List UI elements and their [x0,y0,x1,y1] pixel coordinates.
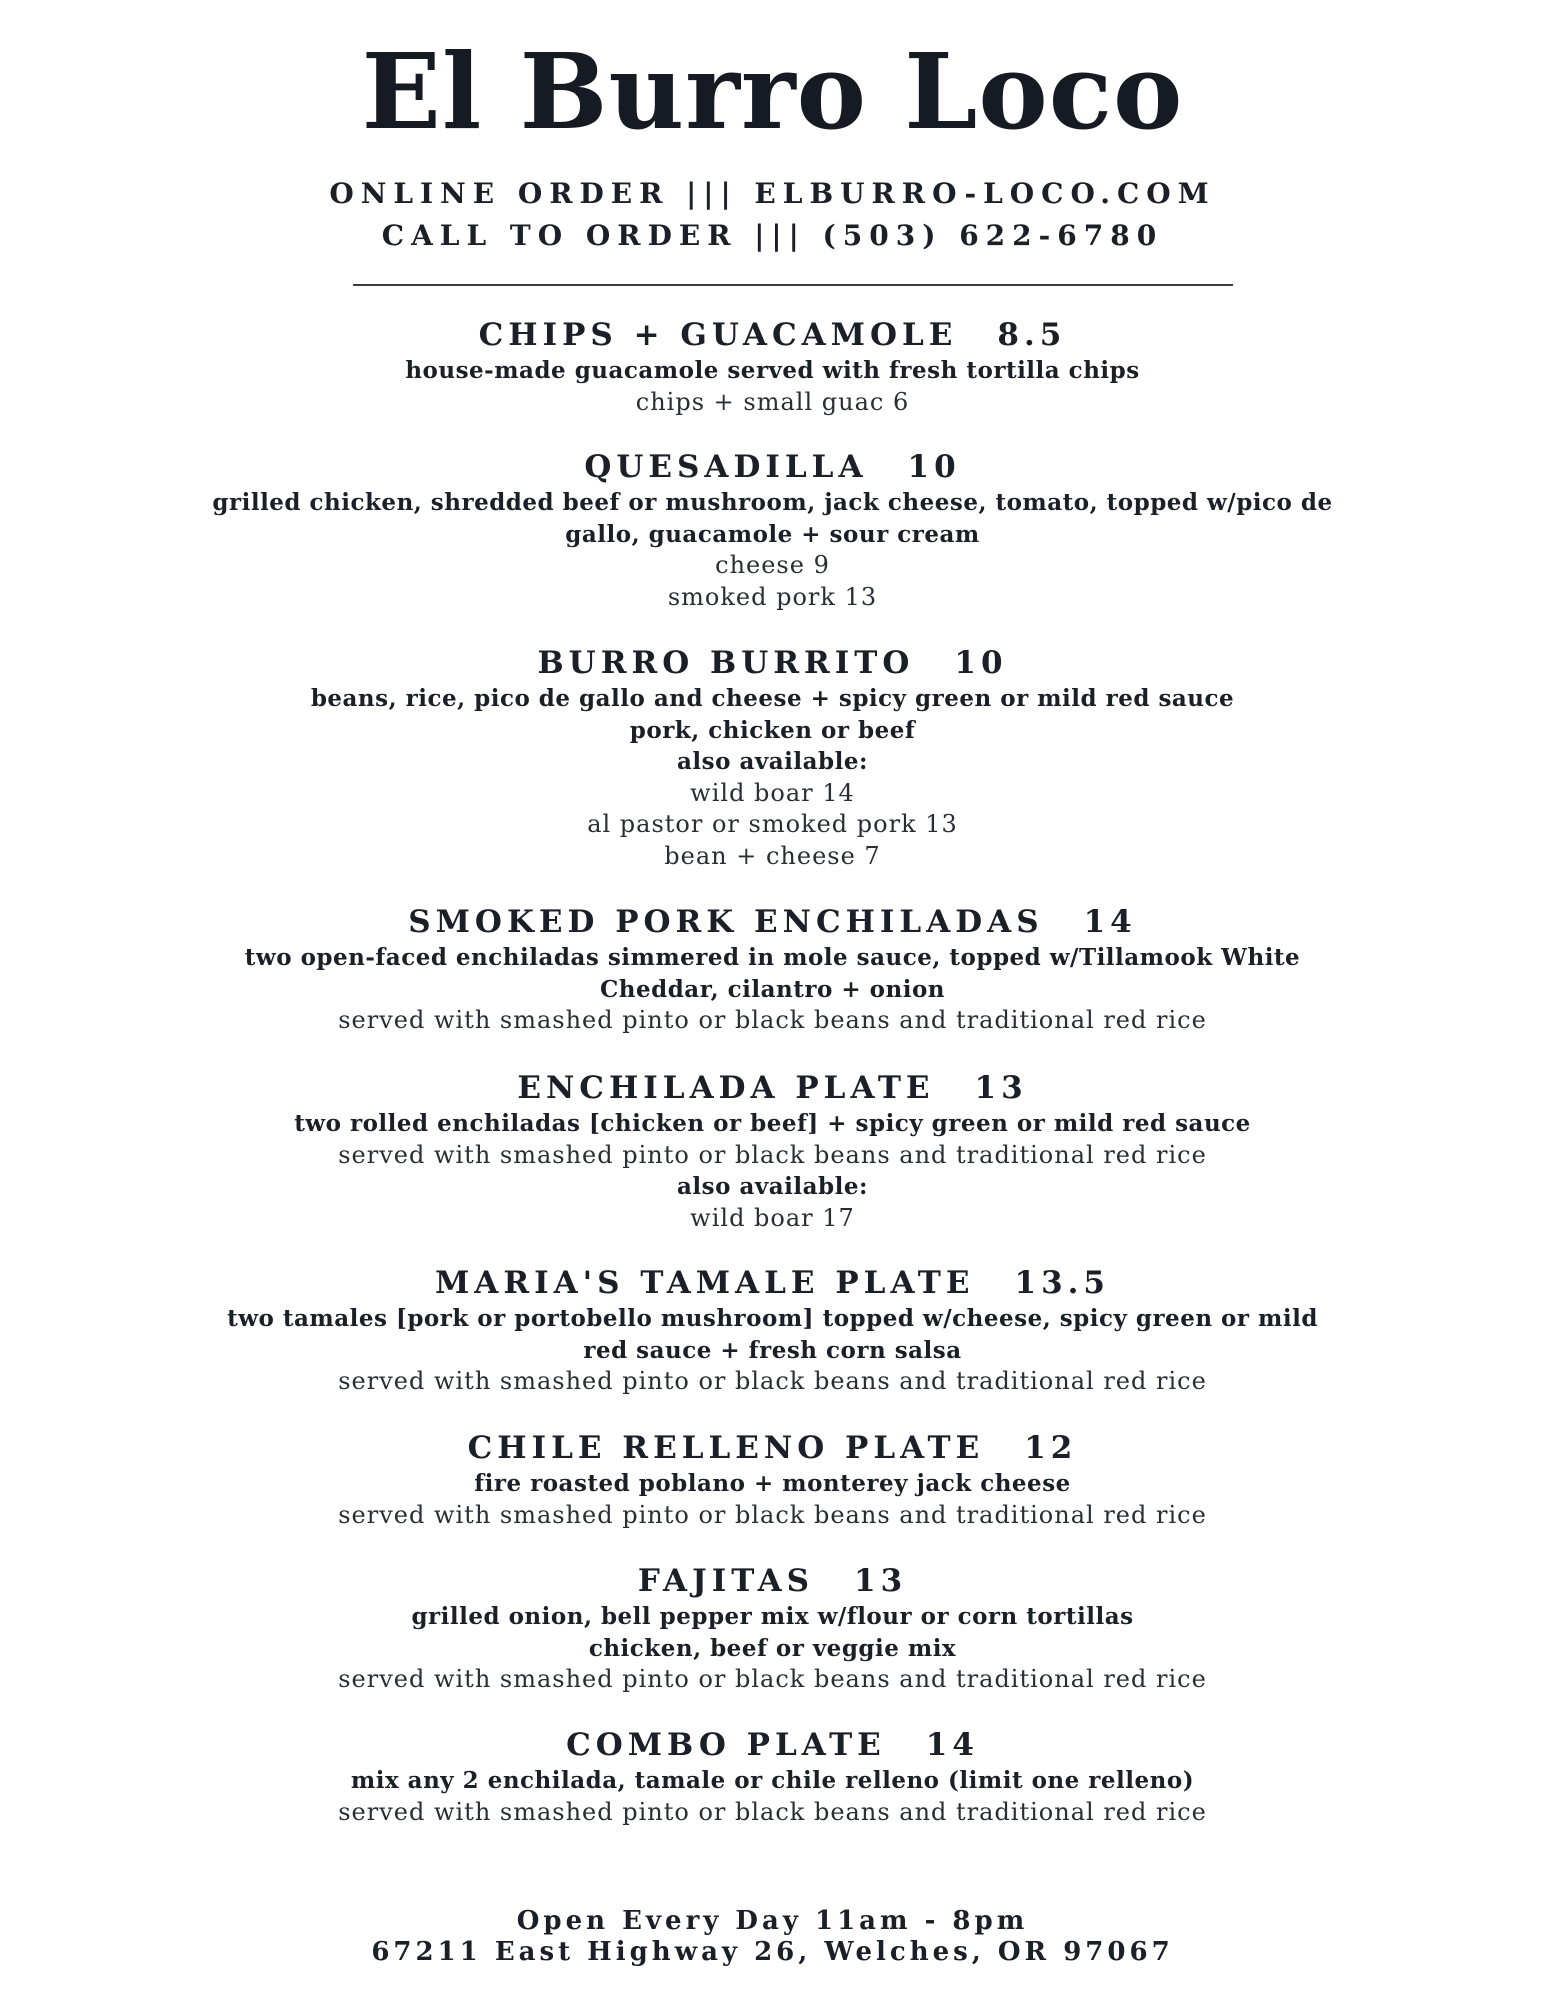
footer-address: 67211 East Highway 26, Welches, OR 97067 [371,1937,1174,1967]
footer-hours: Open Every Day 11am - 8pm [516,1906,1029,1936]
section-heading [0,449,1545,487]
section-heading [0,1070,1545,1108]
item-description: gallo, guacamole + sour cream [565,520,980,548]
section-name: BURRO BURRITO [537,645,915,681]
section-price: 10 [954,645,1008,681]
item-description: mix any 2 enchilada, tamale or chile relleno (limit one relleno) [350,1767,1195,1794]
item-description: grilled chicken, shredded beef or mushroom, jack cheese, tomato, topped w/pico de [212,489,1333,516]
header-divider [353,284,1233,286]
section-name: CHILE RELLENO PLATE [467,1430,985,1466]
item-description: also available: [677,748,868,775]
section-heading [0,1265,1545,1303]
item-option: served with smashed pinto or black beans and traditional red rice [338,1140,1207,1169]
section-price: 14 [925,1727,979,1763]
section-name: ENCHILADA PLATE [517,1070,935,1106]
menu-section [0,1563,1545,1696]
section-heading [0,1727,1545,1765]
section-name: CHIPS + GUACAMOLE [478,317,958,353]
section-heading [0,317,1545,355]
section-name: QUESADILLA [584,449,868,485]
restaurant-title: El Burro Loco [361,30,1184,153]
section-name: MARIA'S TAMALE PLATE [434,1265,975,1301]
section-price: 10 [907,449,961,485]
menu-section [0,1727,1545,1828]
item-option: smoked pork 13 [667,582,878,611]
section-name: FAJITAS [637,1563,815,1599]
section-name: SMOKED PORK ENCHILADAS [408,904,1044,940]
call-to-order-line: CALL TO ORDER ||| (503) 622-6780 [381,219,1164,252]
section-price: 8.5 [997,317,1067,353]
menu-section [0,645,1545,872]
online-order-line: ONLINE ORDER ||| ELBURRO-LOCO.COM [329,177,1216,210]
item-option: al pastor or smoked pork 13 [587,810,958,838]
section-heading [0,1430,1545,1468]
item-description: also available: [677,1173,868,1200]
item-description: two rolled enchiladas [chicken or beef] + spicy green or mild red sauce [294,1110,1251,1137]
item-description: red sauce + fresh corn salsa [583,1336,962,1364]
menu-section [0,317,1545,418]
item-description: house-made guacamole served with fresh tortilla chips [405,357,1140,384]
item-option: wild boar 14 [690,778,855,807]
section-price: 14 [1083,904,1137,940]
item-option: chips + small guac 6 [635,387,910,416]
item-description: grilled onion, bell pepper mix w/flour or corn tortillas [411,1603,1134,1630]
item-option: served with smashed pinto or black beans and traditional red rice [338,1797,1207,1826]
item-option: wild boar 17 [690,1203,855,1232]
section-price: 13 [974,1070,1028,1106]
item-option: cheese 9 [715,551,830,579]
item-description: pork, chicken or beef [629,716,916,744]
section-heading [0,1563,1545,1601]
item-option: served with smashed pinto or black beans and traditional red rice [338,1367,1207,1395]
item-option: served with smashed pinto or black beans and traditional red rice [338,1500,1207,1529]
menu-section [0,449,1545,613]
item-description: two open-faced enchiladas simmered in mole sauce, topped w/Tillamook White [244,944,1301,971]
section-price: 13 [854,1563,908,1599]
item-description: two tamales [pork or portobello mushroom] topped w/cheese, spicy green or mild [227,1305,1318,1332]
menu-section [0,1430,1545,1531]
item-description: fire roasted poblano + monterey jack cheese [474,1470,1071,1497]
section-price: 13.5 [1014,1265,1111,1301]
section-price: 12 [1024,1430,1078,1466]
item-description: chicken, beef or veggie mix [588,1634,957,1662]
menu-section [0,1265,1545,1398]
item-option: bean + cheese 7 [664,841,881,870]
item-description: Cheddar, cilantro + onion [599,975,946,1003]
menu-section [0,904,1545,1037]
item-description: beans, rice, pico de gallo and cheese + spicy green or mild red sauce [310,685,1235,712]
section-heading [0,904,1545,942]
section-heading [0,645,1545,683]
section-name: COMBO PLATE [566,1727,886,1763]
menu-section [0,1070,1545,1234]
item-option: served with smashed pinto or black beans and traditional red rice [338,1665,1207,1693]
item-option: served with smashed pinto or black beans and traditional red rice [338,1006,1207,1034]
